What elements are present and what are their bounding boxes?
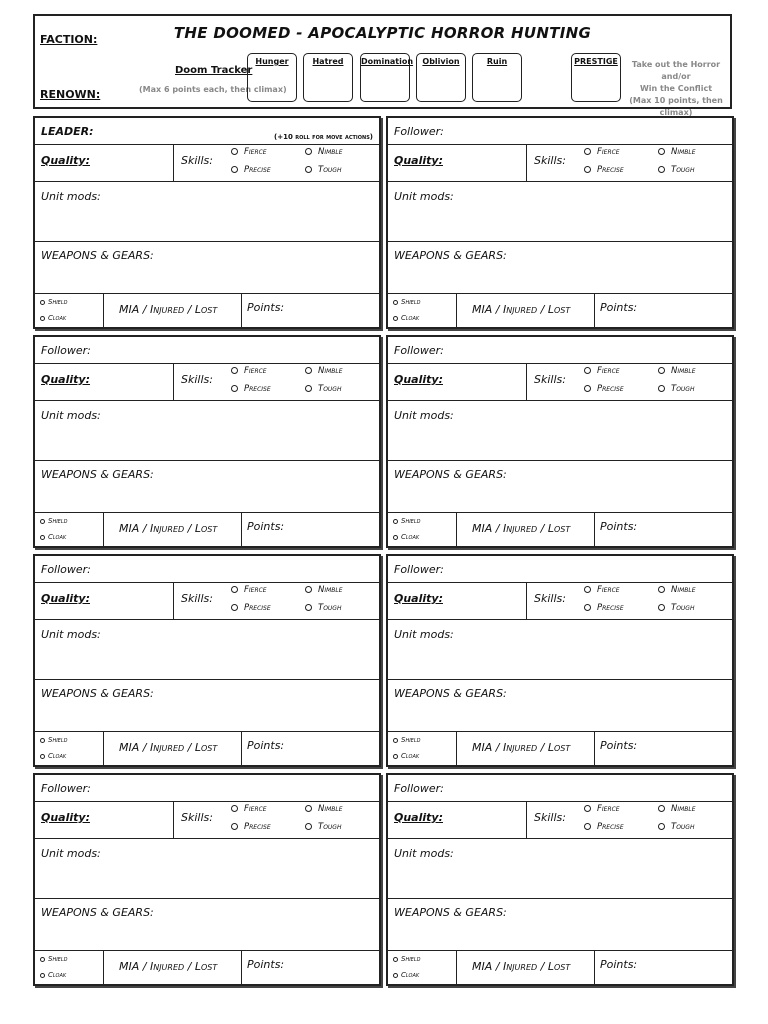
tracker-oblivion[interactable]: Oblivion bbox=[416, 53, 466, 102]
skill-precise-checkbox[interactable]: Precise bbox=[231, 384, 271, 394]
follower-card bbox=[33, 554, 381, 767]
skill-tough-checkbox[interactable]: Tough bbox=[658, 822, 694, 832]
shield-checkbox[interactable]: Shield bbox=[40, 736, 67, 744]
weapons-gears-field[interactable]: WEAPONS & GEARS: bbox=[394, 906, 507, 919]
skill-fierce-checkbox[interactable]: Fierce bbox=[584, 366, 620, 376]
skill-nimble-checkbox[interactable]: Nimble bbox=[658, 804, 696, 814]
skill-precise-checkbox[interactable]: Precise bbox=[231, 822, 271, 832]
skill-fierce-checkbox[interactable]: Fierce bbox=[584, 585, 620, 595]
follower-card bbox=[33, 335, 381, 548]
shield-checkbox[interactable]: Shield bbox=[393, 955, 420, 963]
points-field[interactable]: Points: bbox=[600, 739, 638, 752]
status-field[interactable]: MIA / Injured / Lost bbox=[472, 303, 571, 316]
points-field[interactable]: Points: bbox=[247, 520, 285, 533]
skills-label: Skills: bbox=[534, 811, 566, 824]
cloak-checkbox[interactable]: Cloak bbox=[393, 971, 419, 979]
skill-tough-checkbox[interactable]: Tough bbox=[658, 165, 694, 175]
unit-mods-field[interactable]: Unit mods: bbox=[41, 190, 101, 203]
skill-tough-checkbox[interactable]: Tough bbox=[305, 165, 341, 175]
follower-label: Follower: bbox=[394, 125, 444, 138]
status-field[interactable]: MIA / Injured / Lost bbox=[472, 960, 571, 973]
skill-nimble-checkbox[interactable]: Nimble bbox=[305, 147, 343, 157]
page-title: THE DOOMED - APOCALYPTIC HORROR HUNTING bbox=[173, 24, 592, 42]
unit-mods-field[interactable]: Unit mods: bbox=[394, 628, 454, 641]
weapons-gears-field[interactable]: WEAPONS & GEARS: bbox=[41, 906, 154, 919]
quality-field[interactable]: Quality: bbox=[394, 154, 443, 167]
skill-fierce-checkbox[interactable]: Fierce bbox=[584, 804, 620, 814]
points-field[interactable]: Points: bbox=[247, 739, 285, 752]
skills-label: Skills: bbox=[181, 154, 213, 167]
quality-field[interactable]: Quality: bbox=[41, 373, 90, 386]
skill-tough-checkbox[interactable]: Tough bbox=[305, 603, 341, 613]
header-panel bbox=[33, 14, 732, 117]
weapons-gears-field[interactable]: WEAPONS & GEARS: bbox=[41, 249, 154, 262]
skill-nimble-checkbox[interactable]: Nimble bbox=[305, 366, 343, 376]
follower-card bbox=[386, 773, 734, 986]
follower-label: Follower: bbox=[394, 344, 444, 357]
quality-field[interactable]: Quality: bbox=[41, 592, 90, 605]
weapons-gears-field[interactable]: WEAPONS & GEARS: bbox=[41, 468, 154, 481]
weapons-gears-field[interactable]: WEAPONS & GEARS: bbox=[394, 468, 507, 481]
follower-card bbox=[386, 335, 734, 548]
skills-label: Skills: bbox=[534, 154, 566, 167]
skills-label: Skills: bbox=[181, 373, 213, 386]
skill-tough-checkbox[interactable]: Tough bbox=[658, 384, 694, 394]
doom-tracker-label: Doom Tracker bbox=[175, 65, 253, 76]
weapons-gears-field[interactable]: WEAPONS & GEARS: bbox=[41, 687, 154, 700]
status-field[interactable]: MIA / Injured / Lost bbox=[119, 741, 218, 754]
follower-label: Follower: bbox=[41, 344, 91, 357]
skill-fierce-checkbox[interactable]: Fierce bbox=[584, 147, 620, 157]
points-field[interactable]: Points: bbox=[247, 301, 285, 314]
unit-mods-field[interactable]: Unit mods: bbox=[41, 628, 101, 641]
renown-label: RENOWN: bbox=[40, 88, 101, 101]
unit-mods-field[interactable]: Unit mods: bbox=[394, 190, 454, 203]
skills-label: Skills: bbox=[181, 592, 213, 605]
skill-precise-checkbox[interactable]: Precise bbox=[584, 822, 624, 832]
doom-note: (Max 6 points each, then climax) bbox=[139, 85, 287, 94]
tracker-hatred[interactable]: Hatred bbox=[303, 53, 353, 102]
tracker-domination[interactable]: Domination bbox=[360, 53, 410, 102]
weapons-gears-field[interactable]: WEAPONS & GEARS: bbox=[394, 249, 507, 262]
faction-label: FACTION: bbox=[40, 33, 98, 46]
unit-mods-field[interactable]: Unit mods: bbox=[41, 847, 101, 860]
skill-precise-checkbox[interactable]: Precise bbox=[584, 603, 624, 613]
shield-checkbox[interactable]: Shield bbox=[393, 298, 420, 306]
cloak-checkbox[interactable]: Cloak bbox=[40, 971, 66, 979]
skill-nimble-checkbox[interactable]: Nimble bbox=[658, 147, 696, 157]
skill-precise-checkbox[interactable]: Precise bbox=[231, 603, 271, 613]
cloak-checkbox[interactable]: Cloak bbox=[40, 533, 66, 541]
unit-mods-field[interactable]: Unit mods: bbox=[41, 409, 101, 422]
skill-precise-checkbox[interactable]: Precise bbox=[231, 165, 271, 175]
skill-fierce-checkbox[interactable]: Fierce bbox=[231, 804, 267, 814]
quality-field[interactable]: Quality: bbox=[41, 811, 90, 824]
skills-label: Skills: bbox=[534, 373, 566, 386]
status-field[interactable]: MIA / Injured / Lost bbox=[119, 960, 218, 973]
points-field[interactable]: Points: bbox=[247, 958, 285, 971]
follower-label: Follower: bbox=[41, 782, 91, 795]
skills-label: Skills: bbox=[181, 811, 213, 824]
prestige-note: Take out the Horror and/or Win the Conflict (Max 10 points, then climax) bbox=[629, 60, 723, 117]
skills-label: Skills: bbox=[534, 592, 566, 605]
follower-label: Follower: bbox=[394, 563, 444, 576]
skill-nimble-checkbox[interactable]: Nimble bbox=[305, 804, 343, 814]
shield-checkbox[interactable]: Shield bbox=[40, 955, 67, 963]
cloak-checkbox[interactable]: Cloak bbox=[393, 533, 419, 541]
cloak-checkbox[interactable]: Cloak bbox=[393, 314, 419, 322]
cloak-checkbox[interactable]: Cloak bbox=[40, 752, 66, 760]
shield-checkbox[interactable]: Shield bbox=[393, 517, 420, 525]
points-field[interactable]: Points: bbox=[600, 520, 638, 533]
unit-mods-field[interactable]: Unit mods: bbox=[394, 847, 454, 860]
shield-checkbox[interactable]: Shield bbox=[40, 517, 67, 525]
leader-note: (+10 roll for move actions) bbox=[274, 133, 373, 141]
skill-tough-checkbox[interactable]: Tough bbox=[305, 384, 341, 394]
shield-checkbox[interactable]: Shield bbox=[393, 736, 420, 744]
quality-field[interactable]: Quality: bbox=[41, 154, 90, 167]
weapons-gears-field[interactable]: WEAPONS & GEARS: bbox=[394, 687, 507, 700]
tracker-prestige[interactable]: PRESTIGE bbox=[571, 53, 621, 102]
skill-nimble-checkbox[interactable]: Nimble bbox=[658, 366, 696, 376]
shield-checkbox[interactable]: Shield bbox=[40, 298, 67, 306]
leader-card bbox=[33, 116, 381, 329]
follower-card bbox=[386, 554, 734, 767]
status-field[interactable]: MIA / Injured / Lost bbox=[119, 303, 218, 316]
skill-precise-checkbox[interactable]: Precise bbox=[584, 165, 624, 175]
skill-nimble-checkbox[interactable]: Nimble bbox=[305, 585, 343, 595]
follower-label: Follower: bbox=[394, 782, 444, 795]
skill-tough-checkbox[interactable]: Tough bbox=[305, 822, 341, 832]
status-field[interactable]: MIA / Injured / Lost bbox=[119, 522, 218, 535]
quality-field[interactable]: Quality: bbox=[394, 592, 443, 605]
cloak-checkbox[interactable]: Cloak bbox=[40, 314, 66, 322]
tracker-ruin[interactable]: Ruin bbox=[472, 53, 522, 102]
follower-card bbox=[33, 773, 381, 986]
skill-tough-checkbox[interactable]: Tough bbox=[658, 603, 694, 613]
follower-card bbox=[386, 116, 734, 329]
skill-fierce-checkbox[interactable]: Fierce bbox=[231, 147, 267, 157]
skill-fierce-checkbox[interactable]: Fierce bbox=[231, 585, 267, 595]
quality-field[interactable]: Quality: bbox=[394, 811, 443, 824]
skill-fierce-checkbox[interactable]: Fierce bbox=[231, 366, 267, 376]
unit-mods-field[interactable]: Unit mods: bbox=[394, 409, 454, 422]
follower-label: Follower: bbox=[41, 563, 91, 576]
leader-label: LEADER: bbox=[41, 125, 94, 138]
cloak-checkbox[interactable]: Cloak bbox=[393, 752, 419, 760]
quality-field[interactable]: Quality: bbox=[394, 373, 443, 386]
tracker-hunger[interactable]: Hunger bbox=[247, 53, 297, 102]
status-field[interactable]: MIA / Injured / Lost bbox=[472, 741, 571, 754]
points-field[interactable]: Points: bbox=[600, 958, 638, 971]
points-field[interactable]: Points: bbox=[600, 301, 638, 314]
skill-precise-checkbox[interactable]: Precise bbox=[584, 384, 624, 394]
status-field[interactable]: MIA / Injured / Lost bbox=[472, 522, 571, 535]
skill-nimble-checkbox[interactable]: Nimble bbox=[658, 585, 696, 595]
